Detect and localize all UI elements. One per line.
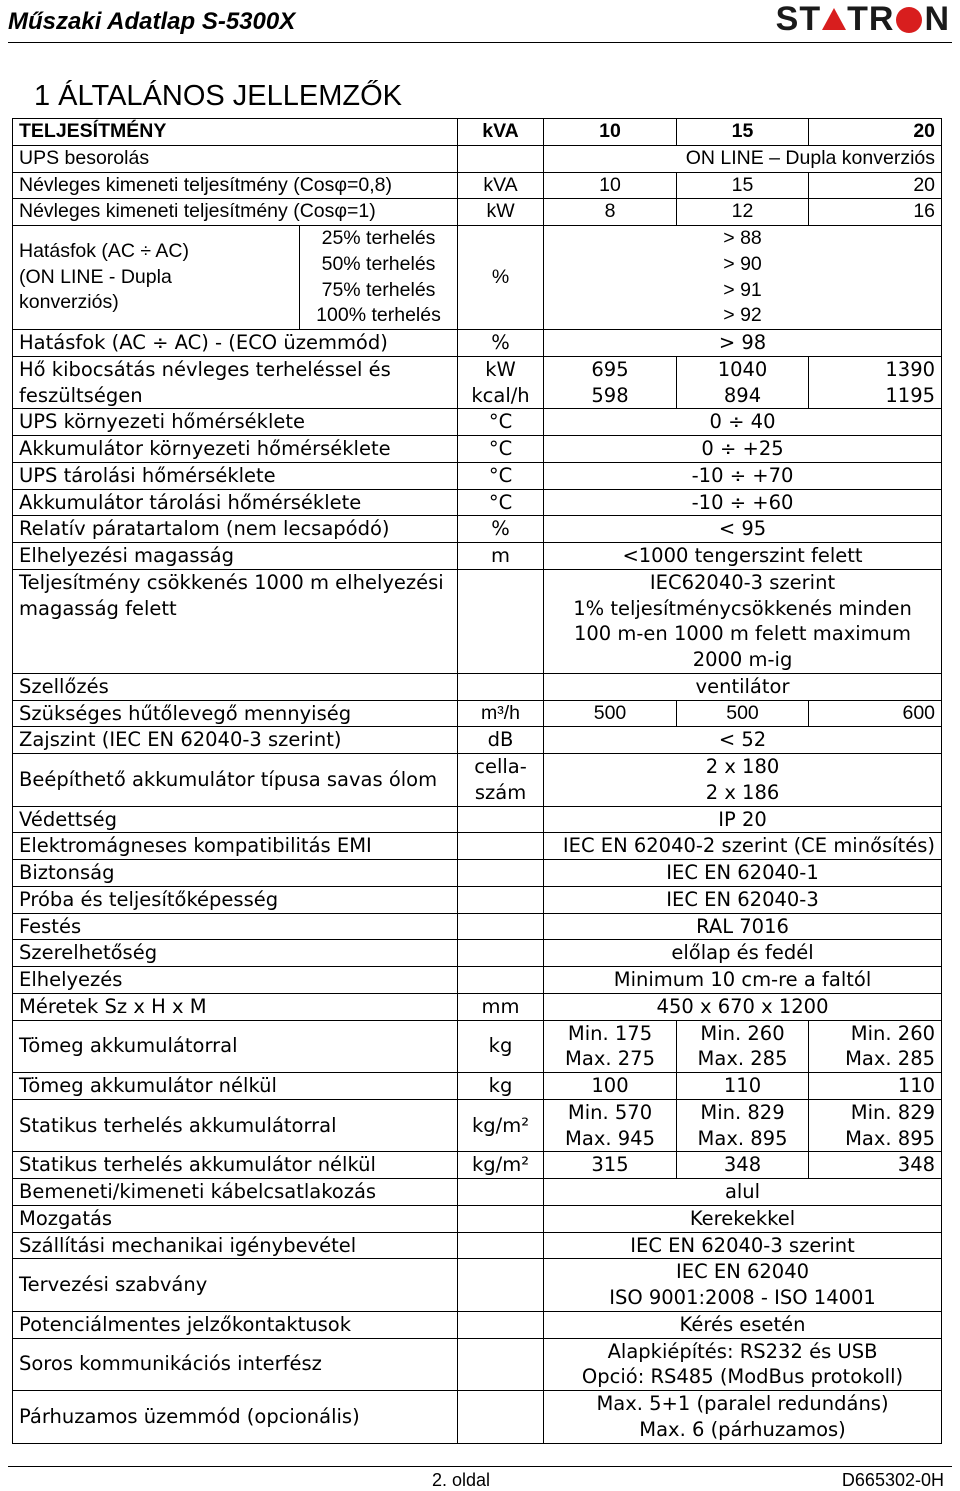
value-line: Max. 895: [845, 1126, 936, 1150]
row-unit: [458, 913, 544, 940]
efficiency-label: [13, 226, 300, 330]
row-label: [13, 569, 458, 673]
value-line: 894: [723, 383, 762, 407]
row-label: Festés: [13, 913, 458, 940]
value-line: 100 m-en 1000 m felett maximum: [573, 622, 912, 646]
value-line: Max. 275: [565, 1047, 655, 1071]
unit-line: cella-: [474, 755, 527, 778]
value-line: 1195: [885, 383, 936, 407]
row-label: Elhelyezés: [13, 967, 458, 994]
table-row: [13, 172, 942, 199]
row-unit: mm: [458, 993, 544, 1020]
row-label: Zajszint (IEC EN 62040-3 szerint): [13, 727, 458, 754]
label-line: konverziós): [19, 291, 119, 314]
row-value: 600: [809, 700, 942, 727]
efficiency-value: > 92: [723, 304, 762, 327]
row-unit: %: [458, 330, 544, 357]
row-unit: [458, 1338, 544, 1391]
value-line: Min. 175: [567, 1021, 653, 1045]
table-row: [13, 727, 942, 754]
table-row: [13, 886, 942, 913]
efficiency-values: [544, 226, 942, 330]
row-value: 16: [809, 199, 942, 226]
row-value: [544, 356, 677, 409]
row-unit: %: [458, 516, 544, 543]
label-line: feszültségen: [19, 383, 143, 407]
row-label: Relatív páratartalom (nem lecsapódó): [13, 516, 458, 543]
row-value: [809, 356, 942, 409]
value-line: 1040: [717, 357, 768, 381]
row-value: [544, 1099, 677, 1152]
row-label: UPS tárolási hőmérséklete: [13, 462, 458, 489]
row-value: 100: [544, 1073, 677, 1100]
row-unit: [458, 833, 544, 860]
row-unit: kVA: [458, 172, 544, 199]
row-unit: %: [458, 226, 544, 330]
row-label: Védettség: [13, 806, 458, 833]
row-label: Szellőzés: [13, 673, 458, 700]
row-label: Statikus terhelés akkumulátor nélkül: [13, 1152, 458, 1179]
table-row: [13, 489, 942, 516]
value-line: Min. 260: [700, 1021, 785, 1045]
table-row: [13, 1099, 942, 1152]
value-line: ISO 9001:2008 - ISO 14001: [609, 1286, 876, 1309]
row-value: 500: [544, 700, 677, 727]
row-unit: [458, 1391, 544, 1444]
row-value: <1000 tengerszint felett: [544, 543, 942, 570]
value-line: Max. 285: [845, 1047, 936, 1071]
row-unit: [458, 1259, 544, 1312]
row-unit: kg/m²: [458, 1152, 544, 1179]
row-value: IEC EN 62040-3 szerint: [544, 1232, 942, 1259]
row-unit: [458, 754, 544, 807]
value-line: Min. 829: [850, 1100, 936, 1124]
efficiency-value: > 88: [723, 227, 762, 249]
table-row: [13, 673, 942, 700]
value-line: Max. 285: [697, 1047, 788, 1071]
row-label: UPS környezeti hőmérséklete: [13, 409, 458, 436]
row-label: Tömeg akkumulátorral: [13, 1020, 458, 1073]
row-label: Próba és teljesítőképesség: [13, 886, 458, 913]
row-value: > 98: [544, 330, 942, 357]
label-line: Hatásfok (AC ÷ AC): [19, 239, 189, 262]
table-row: [13, 967, 942, 994]
row-value: [677, 1099, 809, 1152]
table-row: [13, 145, 942, 172]
row-value: 450 x 670 x 1200: [544, 993, 942, 1020]
row-value: [544, 1020, 677, 1073]
row-value: 0 ÷ +25: [544, 436, 942, 463]
row-unit: °C: [458, 409, 544, 436]
value-line: Min. 829: [700, 1100, 785, 1124]
row-value: 12: [677, 199, 809, 226]
value-line: 2 x 180: [705, 755, 780, 778]
label-line: magasság felett: [19, 596, 177, 620]
table-row: [13, 409, 942, 436]
row-value: IP 20: [544, 806, 942, 833]
header-v1: 10: [544, 119, 677, 146]
row-value: IEC EN 62040-1: [544, 860, 942, 887]
row-unit: m³/h: [458, 700, 544, 727]
statron-logo: ST TR N: [775, 0, 950, 38]
row-unit: [458, 145, 544, 172]
table-row: [13, 1338, 942, 1391]
table-row: [13, 806, 942, 833]
row-value: 348: [809, 1152, 942, 1179]
value-line: 1% teljesítménycsökkenés minden: [573, 596, 912, 620]
row-label: Névleges kimeneti teljesítmény (Cosφ=1): [13, 199, 458, 226]
row-label: [13, 356, 458, 409]
row-unit: [458, 1179, 544, 1206]
header-unit: kVA: [458, 119, 544, 146]
value-line: Max. 945: [565, 1126, 655, 1150]
row-value: ON LINE – Dupla konverziós: [544, 145, 942, 172]
table-row: [13, 199, 942, 226]
derating-row: [13, 569, 942, 673]
table-row: [13, 1020, 942, 1073]
footer-divider: [8, 1466, 952, 1467]
page-number: 2. oldal: [432, 1470, 491, 1490]
row-value: 315: [544, 1152, 677, 1179]
row-label: Beépíthető akkumulátor típusa savas ólom: [13, 754, 458, 807]
table-row: [13, 1259, 942, 1312]
row-value: -10 ÷ +60: [544, 489, 942, 516]
row-value: 500: [677, 700, 809, 727]
value-line: Min. 260: [850, 1021, 936, 1045]
row-label: Mozgatás: [13, 1205, 458, 1232]
load-label: 50% terhelés: [321, 252, 436, 275]
row-unit: kg/m²: [458, 1099, 544, 1152]
row-label: Elhelyezési magasság: [13, 543, 458, 570]
unit-line: kcal/h: [471, 383, 530, 407]
row-unit: m: [458, 543, 544, 570]
row-unit: dB: [458, 727, 544, 754]
row-value: [544, 1338, 942, 1391]
row-value: Kerekekkel: [544, 1205, 942, 1232]
table-row: [13, 1179, 942, 1206]
header-label: TELJESÍTMÉNY: [13, 119, 458, 146]
row-value: < 95: [544, 516, 942, 543]
row-label: Szükséges hűtőlevegő mennyiség: [13, 700, 458, 727]
row-value: [677, 1020, 809, 1073]
row-unit: [458, 356, 544, 409]
row-label: Potenciálmentes jelzőkontaktusok: [13, 1311, 458, 1338]
document-title: Műszaki Adatlap S-5300X: [8, 8, 296, 35]
row-label: Hatásfok (AC ÷ AC) - (ECO üzemmód): [13, 330, 458, 357]
row-value: Kérés esetén: [544, 1311, 942, 1338]
table-row: [13, 1311, 942, 1338]
row-value: [544, 1391, 942, 1444]
value-line: Opció: RS485 (ModBus protokoll): [581, 1365, 904, 1389]
efficiency-loads: [300, 226, 458, 330]
value-line: Min. 570: [567, 1100, 653, 1124]
row-unit: °C: [458, 436, 544, 463]
row-value: 8: [544, 199, 677, 226]
efficiency-value: > 90: [723, 252, 762, 275]
row-value: < 52: [544, 727, 942, 754]
table-row: [13, 462, 942, 489]
label-line: Teljesítmény csökkenés 1000 m elhelyezési: [19, 570, 444, 594]
table-row: [13, 1205, 942, 1232]
value-line: 598: [591, 383, 629, 407]
value-line: 695: [591, 357, 629, 381]
row-label: Statikus terhelés akkumulátorral: [13, 1099, 458, 1152]
row-value: 20: [809, 172, 942, 199]
row-label: UPS besorolás: [13, 145, 458, 172]
battery-row: [13, 754, 942, 807]
table-row: [13, 700, 942, 727]
header-divider: [8, 42, 952, 43]
row-value: 348: [677, 1152, 809, 1179]
row-label: Akkumulátor tárolási hőmérséklete: [13, 489, 458, 516]
document-code: D665302-0H: [841, 1470, 944, 1490]
row-value: 15: [677, 172, 809, 199]
row-unit: [458, 569, 544, 673]
unit-line: kW: [485, 357, 516, 381]
row-value: 110: [677, 1073, 809, 1100]
section-title: 1 ÁLTALÁNOS JELLEMZŐK: [34, 80, 402, 112]
value-line: 1390: [885, 357, 936, 381]
table-row: [13, 330, 942, 357]
row-label: Elektromágneses kompatibilitás EMI: [13, 833, 458, 860]
row-value: 10: [544, 172, 677, 199]
row-unit: kg: [458, 1073, 544, 1100]
table-row: [13, 913, 942, 940]
row-label: Méretek Sz x H x M: [13, 993, 458, 1020]
table-row: [13, 993, 942, 1020]
row-label: Névleges kimeneti teljesítmény (Cosφ=0,8): [13, 172, 458, 199]
table-header-row: [13, 119, 942, 146]
row-unit: kW: [458, 199, 544, 226]
row-unit: [458, 1232, 544, 1259]
row-value: [677, 356, 809, 409]
spec-table: [12, 118, 942, 1444]
value-line: Max. 5+1 (paralel redundáns): [596, 1392, 889, 1415]
value-line: 2 x 186: [705, 780, 780, 804]
table-row: [13, 1073, 942, 1100]
row-unit: [458, 940, 544, 967]
load-label: 25% terhelés: [321, 227, 436, 249]
row-value: [809, 1099, 942, 1152]
header-v2: 15: [677, 119, 809, 146]
heat-row: [13, 356, 942, 409]
row-label: Szállítási mechanikai igénybevétel: [13, 1232, 458, 1259]
row-unit: [458, 806, 544, 833]
row-unit: [458, 673, 544, 700]
label-line: Hő kibocsátás névleges terheléssel és: [19, 357, 391, 381]
row-value: ventilátor: [544, 673, 942, 700]
table-row: [13, 833, 942, 860]
value-line: Max. 6 (párhuzamos): [639, 1417, 846, 1441]
row-label: Tömeg akkumulátor nélkül: [13, 1073, 458, 1100]
row-label: Szerelhetőség: [13, 940, 458, 967]
row-label: Biztonság: [13, 860, 458, 887]
value-line: 2000 m-ig: [692, 648, 793, 671]
value-line: IEC62040-3 szerint: [649, 570, 836, 594]
row-value: IEC EN 62040-3: [544, 886, 942, 913]
row-unit: [458, 1311, 544, 1338]
row-unit: kg: [458, 1020, 544, 1073]
row-label: Párhuzamos üzemmód (opcionális): [13, 1391, 458, 1444]
row-label: Soros kommunikációs interfész: [13, 1338, 458, 1391]
row-label: Tervezési szabvány: [13, 1259, 458, 1312]
row-value: Minimum 10 cm-re a faltól: [544, 967, 942, 994]
load-label: 75% terhelés: [321, 278, 436, 301]
row-label: Akkumulátor környezeti hőmérséklete: [13, 436, 458, 463]
row-unit: [458, 860, 544, 887]
table-row: [13, 516, 942, 543]
load-label: 100% terhelés: [316, 304, 441, 327]
table-row: [13, 860, 942, 887]
row-unit: [458, 886, 544, 913]
row-unit: °C: [458, 489, 544, 516]
row-unit: [458, 1205, 544, 1232]
header-v3: 20: [809, 119, 942, 146]
unit-line: szám: [474, 780, 527, 804]
row-value: IEC EN 62040-2 szerint (CE minősítés): [544, 833, 942, 860]
row-value: -10 ÷ +70: [544, 462, 942, 489]
label-line: (ON LINE - Dupla: [19, 265, 172, 288]
table-row: [13, 1152, 942, 1179]
row-value: előlap és fedél: [544, 940, 942, 967]
table-row: [13, 1232, 942, 1259]
row-value: [809, 1020, 942, 1073]
table-row: [13, 436, 942, 463]
row-value: [544, 569, 942, 673]
row-value: alul: [544, 1179, 942, 1206]
row-unit: °C: [458, 462, 544, 489]
value-line: Max. 895: [697, 1126, 788, 1150]
row-value: [544, 1259, 942, 1312]
table-row: [13, 543, 942, 570]
row-value: [544, 754, 942, 807]
value-line: Alapkiépítés: RS232 és USB: [607, 1339, 878, 1363]
row-value: 0 ÷ 40: [544, 409, 942, 436]
table-row: [13, 940, 942, 967]
row-value: 110: [809, 1073, 942, 1100]
row-unit: [458, 967, 544, 994]
efficiency-row: [13, 226, 942, 330]
row-value: RAL 7016: [544, 913, 942, 940]
row-label: Bemeneti/kimeneti kábelcsatlakozás: [13, 1179, 458, 1206]
table-row: [13, 1391, 942, 1444]
efficiency-value: > 91: [723, 278, 762, 301]
value-line: IEC EN 62040: [676, 1260, 810, 1284]
